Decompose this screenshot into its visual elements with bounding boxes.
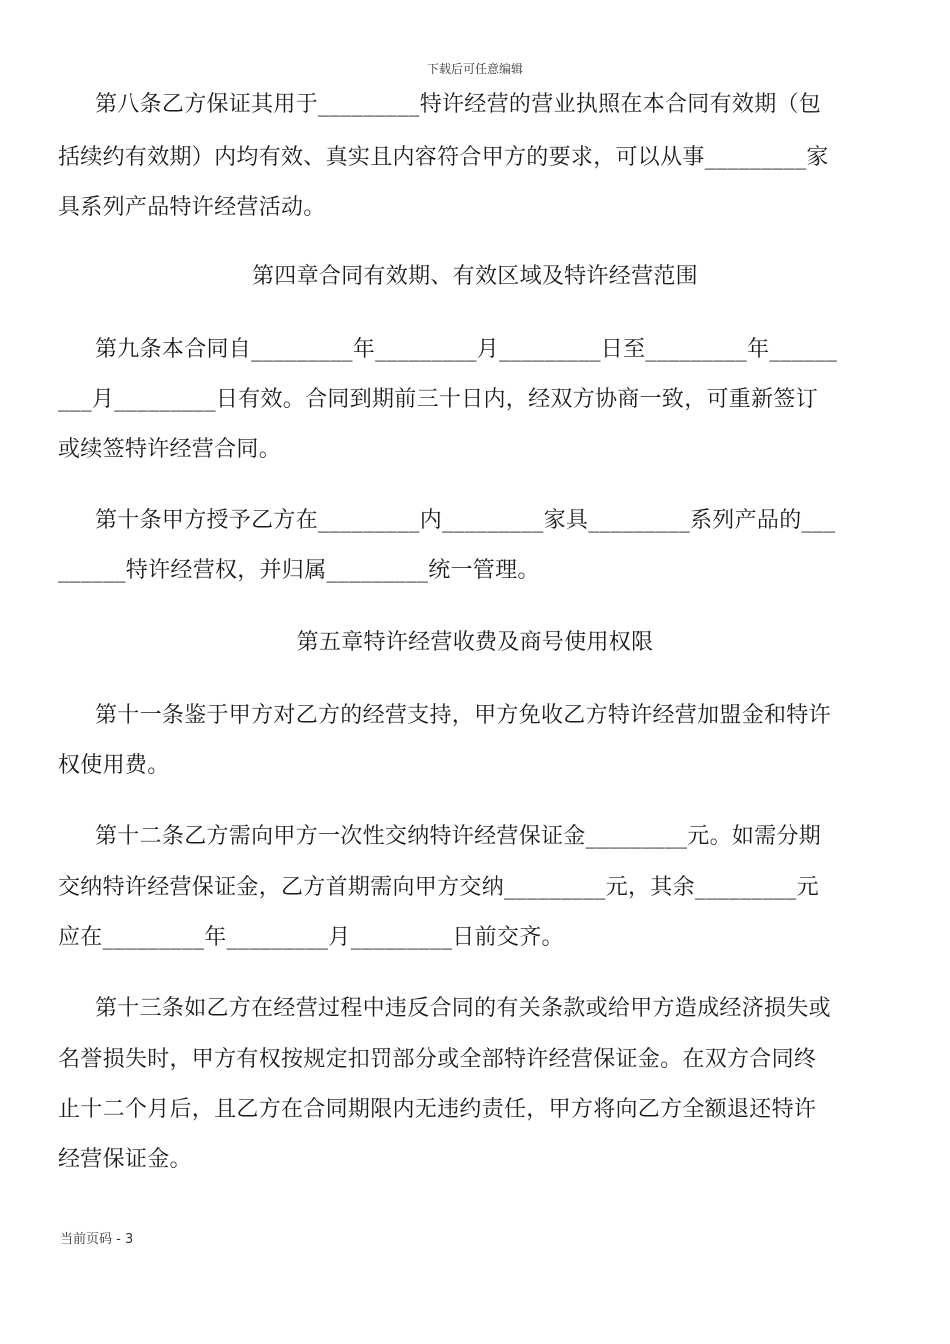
article-13-line-3: 止十二个月后，且乙方在合同期限内无违约责任，甲方将向乙方全额退还特许 [58, 1097, 817, 1122]
article-10-line-2: ______特许经营权，并归属_________统一管理。 [58, 558, 540, 583]
article-12-line-2: 交纳特许经营保证金，乙方首期需向甲方交纳_________元，其余_________元 [58, 875, 819, 900]
chapter-5-title: 第五章特许经营收费及商号使用权限 [296, 630, 654, 655]
chapter-4-title: 第四章合同有效期、有效区域及特许经营范围 [251, 264, 698, 289]
article-8-line-2: 括续约有效期）内均有效、真实且内容符合甲方的要求，可以从事_________家 [58, 145, 829, 170]
article-13-line-1: 第十三条如乙方在经营过程中违反合同的有关条款或给甲方造成经济损失或 [95, 996, 831, 1021]
article-8-line-3: 具系列产品特许经营活动。 [58, 195, 326, 220]
page-number: 当前页码 - 3 [60, 1232, 134, 1247]
article-8-line-1: 第八条乙方保证其用于_________特许经营的营业执照在本合同有效期（包 [95, 92, 822, 117]
article-9-line-3: 或续签特许经营合同。 [58, 437, 282, 462]
header-note: 下载后可任意编辑 [426, 62, 523, 76]
article-13-line-4: 经营保证金。 [58, 1147, 192, 1172]
article-13-line-2: 名誉损失时，甲方有权按规定扣罚部分或全部特许经营保证金。在双方合同终 [58, 1047, 817, 1072]
article-12-line-1: 第十二条乙方需向甲方一次性交纳特许经营保证金_________元。如需分期 [95, 824, 822, 849]
article-10-line-1: 第十条甲方授予乙方在_________内_________家具_________系列产品的___ [95, 508, 836, 533]
article-11-line-2: 权使用费。 [58, 753, 170, 778]
article-12-line-3: 应在_________年_________月_________日前交齐。 [58, 925, 564, 950]
article-9-line-2: ___月_________日有效。合同到期前三十日内，经双方协商一致，可重新签订 [58, 387, 819, 412]
article-9-line-1: 第九条本合同自_________年_________月_________日至_________年______ [95, 337, 838, 362]
article-11-line-1: 第十一条鉴于甲方对乙方的经营支持，甲方免收乙方特许经营加盟金和特许 [95, 703, 831, 728]
